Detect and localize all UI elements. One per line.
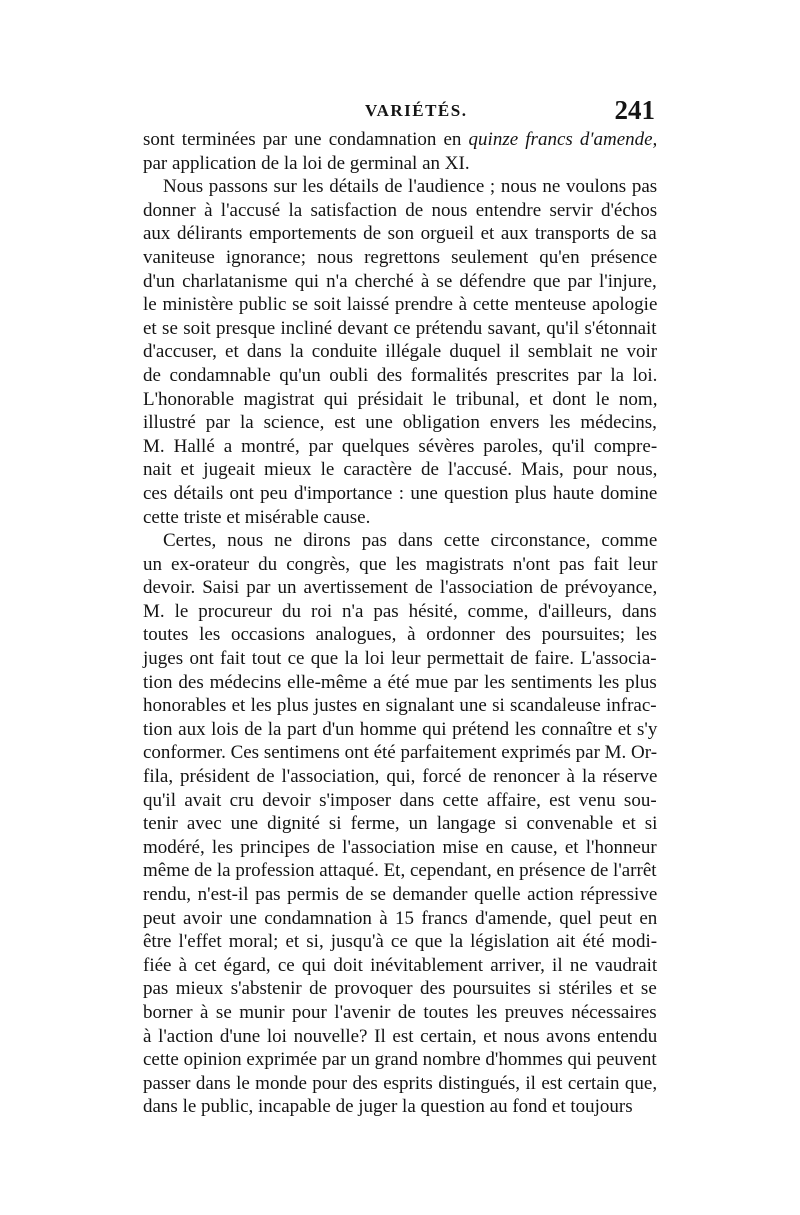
line-text: pas mieux s'abstenir de provoquer des poursuites si stériles et se <box>143 978 657 1000</box>
line-text: tion des médecins elle-même a été mue par les sentiments les plus <box>143 671 657 693</box>
text-line <box>143 1095 657 1119</box>
line-text: peut avoir une condamnation à 15 francs d'amende, quel peut en <box>143 907 658 929</box>
line-text: cette triste et misérable cause. <box>143 506 371 528</box>
line-text: honorables et les plus justes en signalant une si scandaleuse infrac- <box>143 695 657 717</box>
text-line <box>143 199 657 223</box>
line-text: illustré par la science, est une obligation envers les médecins, <box>143 412 657 434</box>
text-line <box>143 623 657 647</box>
text-line <box>143 741 657 765</box>
line-text: cette opinion exprimée par un grand nombre d'hommes qui peuvent <box>143 1049 657 1071</box>
text-line <box>143 930 657 954</box>
line-text: d'un charlatanisme qui n'a cherché à se défendre que par l'injure, <box>143 270 657 292</box>
text-line <box>143 152 657 176</box>
text-line <box>143 977 657 1001</box>
text-line <box>143 317 657 341</box>
line-text: Certes, nous ne dirons pas dans cette circonstance, comme <box>163 530 658 552</box>
text-line <box>143 789 657 813</box>
line-text: tenir avec une dignité si ferme, un langage si convenable et si <box>143 813 658 835</box>
text-line <box>143 411 657 435</box>
paragraph <box>143 128 657 175</box>
text-line <box>143 246 657 270</box>
line-text: ces détails ont peu d'importance : une question plus haute domine <box>143 482 658 504</box>
line-text: qu'il avait cru devoir s'imposer dans cette affaire, est venu sou- <box>143 789 657 811</box>
text-line <box>143 1025 657 1049</box>
line-text: fila, président de l'association, qui, forcé de renoncer à la réserve <box>143 766 658 788</box>
line-text: même de la profession attaqué. Et, cependant, en présence de l'arrêt <box>143 860 657 882</box>
line-text: tion aux lois de la part d'un homme qui prétend les connaître et s'y <box>143 718 658 740</box>
text-line <box>143 647 657 671</box>
line-text: modéré, les principes de l'association mise en cause, et l'honneur <box>143 836 657 858</box>
line-text: vaniteuse ignorance; nous regrettons seulement qu'en présence <box>143 246 658 268</box>
line-text: Nous passons sur les détails de l'audience ; nous ne voulons pas <box>163 176 658 198</box>
text-line <box>143 482 657 506</box>
text-line <box>143 128 657 152</box>
paragraph <box>143 529 657 1119</box>
running-head <box>143 97 655 129</box>
text-line <box>143 222 657 246</box>
text-line <box>143 1072 657 1096</box>
text-line <box>143 175 657 199</box>
text-line <box>143 600 657 624</box>
line-text: M. le procureur du roi n'a pas hésité, comme, d'ailleurs, dans <box>143 600 657 622</box>
text-line <box>143 954 657 978</box>
text-line <box>143 270 657 294</box>
line-text: d'accuser, et dans la conduite illégale duquel il semblait ne voir <box>143 341 658 363</box>
line-text: M. Hallé a montré, par quelques sévères paroles, qu'il compre- <box>143 435 658 457</box>
line-text: de condamnable qu'un oubli des formalités prescrites par la loi. <box>143 364 658 386</box>
line-text: aux délirants emportements de son orgueil et aux transports de sa <box>143 223 657 245</box>
italic-text: quinze francs d'amende, <box>468 129 658 150</box>
text-line <box>143 1001 657 1025</box>
text-line <box>143 812 657 836</box>
text-line <box>143 293 657 317</box>
text-line <box>143 458 657 482</box>
text-line <box>143 907 657 931</box>
line-text: borner à se munir pour l'avenir de toutes les preuves nécessaires <box>143 1001 657 1023</box>
text-line <box>143 1048 657 1072</box>
line-text: à l'action d'une loi nouvelle? Il est certain, et nous avons entendu <box>143 1025 658 1047</box>
line-text: être l'effet moral; et si, jusqu'à ce que la législation ait été modi- <box>143 931 658 953</box>
line-text: fiée à cet égard, ce qui doit inévitablement arriver, il ne vaudrait <box>143 954 658 976</box>
line-text: un ex-orateur du congrès, que les magistrats n'ont pas fait leur <box>143 553 658 575</box>
paragraph <box>143 175 657 529</box>
text-line <box>143 529 657 553</box>
text-line <box>143 506 657 530</box>
line-text: conformer. Ces sentimens ont été parfaitement exprimés par M. Or- <box>143 742 658 764</box>
text-line <box>143 576 657 600</box>
line-text: et se soit presque incliné devant ce prétendu savant, qu'il s'étonnait <box>143 317 657 339</box>
line-text: rendu, n'est-il pas permis de se demander quelle action répressive <box>143 884 658 905</box>
line-text: sont terminées par une condamnation en <box>143 129 469 150</box>
text-line <box>143 364 657 388</box>
line-text: donner à l'accusé la satisfaction de nous entendre servir d'échos <box>143 199 658 221</box>
page-number: 241 <box>614 95 655 125</box>
line-text: toutes les occasions analogues, à ordonner des poursuites; les <box>143 624 657 646</box>
line-text: dans le public, incapable de juger la question au fond et toujours <box>143 1096 633 1118</box>
text-line <box>143 388 657 412</box>
text-line <box>143 435 657 459</box>
body-text <box>143 128 657 1119</box>
line-text: par application de la loi de germinal an XI. <box>143 152 470 174</box>
line-text: passer dans le monde pour des esprits distingués, il est certain que, <box>143 1072 658 1094</box>
line-text: L'honorable magistrat qui présidait le tribunal, et dont le nom, <box>143 388 658 410</box>
line-text: juges ont fait tout ce que la loi leur permettait de faire. L'associa- <box>143 648 657 670</box>
running-title: VARIÉTÉS. <box>365 101 468 120</box>
text-line <box>143 553 657 577</box>
line-text: le ministère public se soit laissé prendre à cette menteuse apologie <box>143 294 658 316</box>
text-line <box>143 671 657 695</box>
text-line <box>143 765 657 789</box>
text-line <box>143 883 657 907</box>
text-line <box>143 340 657 364</box>
text-line <box>143 859 657 883</box>
text-line <box>143 836 657 860</box>
line-text: devoir. Saisi par un avertissement de l'association de prévoyance, <box>143 577 658 599</box>
text-line <box>143 694 657 718</box>
line-text: nait et jugeait mieux le caractère de l'accusé. Mais, pour nous, <box>143 459 658 481</box>
text-line <box>143 718 657 742</box>
